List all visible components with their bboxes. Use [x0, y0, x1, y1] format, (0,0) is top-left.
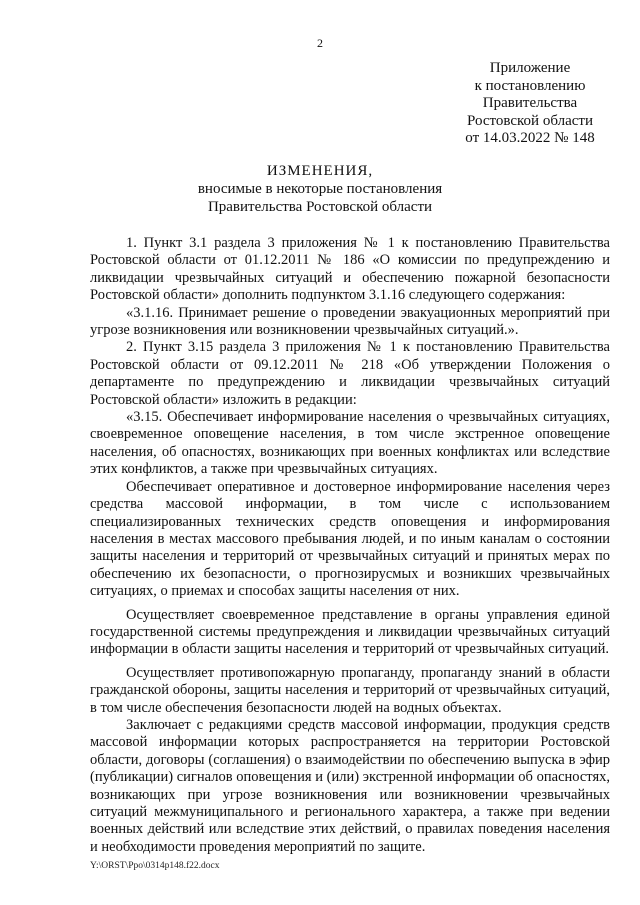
title-heading: ИЗМЕНЕНИЯ,: [266, 163, 374, 179]
paragraph: Осуществляет своевременное представление в органы управления единой государственной системы предупреждения и ликвидации чрезвычайных ситуаций информации в области защиты населения и территорий от чрезвычайных ситуаций.: [90, 606, 610, 658]
paragraph: 1. Пункт 3.1 раздела 3 приложения № 1 к постановлению Правительства Ростовской области от 01.12.2011 № 186 «О комиссии по предупреждению и ликвидации чрезвычайных ситуаций и обеспечению пожарной безопасности Ростовской области» дополнить подпунктом 3.1.16 следующего содержания:: [90, 235, 610, 304]
appendix-line: Правительства: [482, 95, 578, 111]
file-path-footer: Y:\ORST\Ppo\0314p148.f22.docx: [90, 861, 220, 871]
appendix-block: [430, 60, 630, 148]
paragraph: Обеспечивает оперативное и достоверное информирование населения через средства массовой информации, в том числе с использованием специализированных технических средств оповещения и информирования населения в местах массового пребывания людей, и по иным каналам о состоянии защиты населения и территорий от чрезвычайных ситуаций и принятых мерах по обеспечению их безопасности, о прогнозирусмых и возникших чрезвычайных ситуациях, о приемах и способах защиты населения от них.: [90, 478, 610, 600]
paragraph: Заключает с редакциями средств массовой информации, продукция средств массовой информации которых распространяется на территории Ростовской области, договоры (соглашения) о взаимодействии по обеспечению выпуска в эфир (публикации) сигналов оповещения и (или) экстренной информации об опасностях, возникающих при угрозе возникновения или возникновении чрезвычайных ситуаций межмуниципального и регионального характера, а также при ведении военных действий или вследствие этих действий, о правилах поведения населения и необходимости проведения мероприятий по защите.: [90, 716, 610, 855]
appendix-line: к постановлению: [474, 77, 586, 94]
document-body: [90, 235, 610, 856]
appendix-line: Ростовской области: [467, 112, 593, 129]
title-subline: вносимые в некоторые постановления: [197, 181, 443, 197]
paragraph: 2. Пункт 3.15 раздела 3 приложения № 1 к постановлению Правительства Ростовской области от 09.12.2011 № 218 «Об утверждении Положения о департаменте по предупреждению и ликвидации чрезвычайных ситуаций Ростовской области» изложить в редакции:: [90, 339, 610, 408]
document-title: [0, 162, 640, 216]
paragraph: «3.1.16. Принимает решение о проведении эвакуационных мероприятий при угрозе возникновения или возникновении чрезвычайных ситуаций.».: [90, 304, 610, 339]
appendix-line: Приложение: [489, 60, 571, 76]
page-number: 2: [317, 36, 323, 50]
appendix-line: от 14.03.2022 № 148: [465, 130, 595, 146]
paragraph: «3.15. Обеспечивает информирование населения о чрезвычайных ситуациях, своевременное оповещение населения, в том числе экстренное оповещение населения, об опасностях, возникающих при военных конфликтах или вследствие этих конфликтов, а также при чрезвычайных ситуациях.: [90, 409, 610, 478]
paragraph: Осуществляет противопожарную пропаганду, пропаганду знаний в области гражданской обороны, защиты населения и территорий от чрезвычайных ситуаций, в том числе обеспечения безопасности людей на водных объектах.: [90, 664, 610, 716]
title-subline: Правительства Ростовской области: [207, 199, 433, 215]
